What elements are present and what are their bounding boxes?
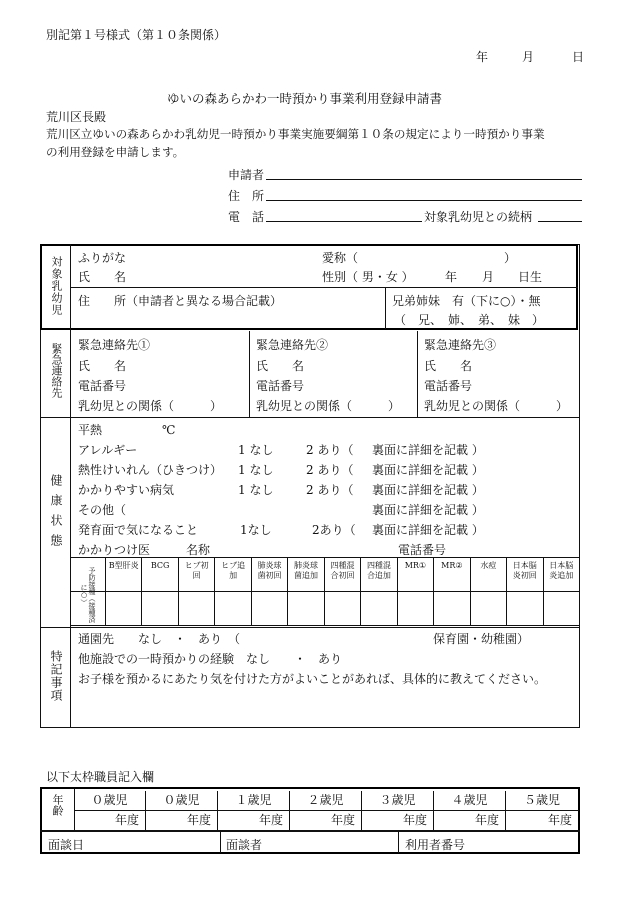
sex-field[interactable]: 性別（ 男・女 ） — [322, 270, 414, 284]
vaccine-header: 四種混合初回 — [325, 557, 361, 591]
febrile-seizure-yes[interactable]: 2 あり（ — [306, 463, 354, 477]
interviewer-label: 面談者 — [226, 838, 263, 852]
emergency-bottom-divider — [40, 417, 580, 418]
other-facility-field[interactable]: 他施設での一時預かりの経験 なし ・ あり — [78, 652, 343, 666]
phone-label: 電 話 — [228, 210, 265, 224]
birth-day: 日生 — [518, 270, 543, 284]
vaccine-check-cell[interactable] — [215, 591, 251, 625]
fiscal-year-cell[interactable]: 年度 — [218, 811, 290, 830]
vaccine-side-label: 予防接種（接種済に○） — [80, 567, 96, 623]
age-class: ５歳児 — [523, 793, 560, 807]
vaccine-check-cell[interactable] — [142, 591, 178, 625]
contact-name-label: 氏 名 — [424, 359, 473, 373]
allergy-detail: 裏面に詳細を記載 ） — [372, 443, 484, 457]
age-class: ０歳児 — [146, 791, 218, 810]
vaccine-bottom-line — [71, 625, 580, 626]
febrile-seizure-detail: 裏面に詳細を記載 ） — [372, 463, 484, 477]
development-detail: 裏面に詳細を記載 ） — [372, 523, 484, 537]
emergency-divider-1 — [249, 331, 250, 417]
vaccine-check-cell[interactable] — [106, 591, 142, 625]
relation-label: 対象乳幼児との続柄 — [424, 210, 533, 224]
nursery-field[interactable]: 通園先 なし ・ あり （ — [78, 632, 241, 646]
intro-line-1: 荒川区立ゆいの森あらかわ乳幼児一時預かり事業実施要綱第１０条の規定により一時預かり事業 — [46, 127, 545, 141]
siblings-list[interactable]: （ 兄、 姉、 弟、 妹 ） — [394, 313, 545, 327]
emergency-section-label: 緊急連絡先 — [50, 343, 63, 398]
form-number-label: 別記第１号様式（第１０条関係） — [46, 28, 227, 42]
vaccine-check-cell[interactable] — [434, 591, 470, 625]
address-field[interactable] — [266, 200, 582, 201]
date-month: 月 — [522, 50, 535, 64]
vaccine-header: 肺炎球菌初回 — [252, 557, 288, 591]
contact-title: 緊急連絡先③ — [424, 338, 497, 352]
nursery-type: 保育園・幼稚園） — [433, 632, 530, 646]
birth-month: 月 — [482, 270, 495, 284]
user-number-label: 利用者番号 — [405, 838, 466, 852]
child-address-label: 住 所（申請者と異なる場合記載） — [78, 294, 283, 308]
contact-phone-label: 電話番号 — [256, 379, 305, 393]
contact-title: 緊急連絡先② — [256, 338, 329, 352]
age-label: 年齢 — [51, 794, 64, 816]
nickname-close: ） — [504, 251, 517, 265]
vaccine-header: B型肝炎 — [106, 557, 142, 591]
health-bottom-divider — [40, 627, 580, 628]
development-label: 発育面で気になること — [78, 523, 199, 537]
label-column-divider — [70, 244, 71, 728]
illness-yes[interactable]: 2 あり（ — [306, 483, 354, 497]
vaccine-check-cell[interactable] — [361, 591, 397, 625]
febrile-seizure-none[interactable]: 1 なし — [238, 463, 274, 477]
vaccine-check-cell[interactable] — [471, 591, 507, 625]
vaccine-side-label-cell — [71, 557, 106, 625]
applicant-label: 申請者 — [228, 168, 265, 182]
allergy-yes[interactable]: 2 あり（ — [306, 443, 354, 457]
child-section-label: 対象乳幼児 — [50, 256, 63, 316]
vaccine-header: 肺炎球菌追加 — [288, 557, 324, 591]
contact-relation-label: 乳幼児との関係（ ） — [256, 399, 401, 413]
other-detail: 裏面に詳細を記載 ） — [372, 503, 484, 517]
notes-section-label: 特記事項 — [49, 650, 63, 702]
contact-title: 緊急連絡先① — [78, 338, 151, 352]
staff-bottom-divider-1 — [220, 832, 221, 853]
age-class: ３歳児 — [362, 791, 434, 810]
age-class: ０歳児 — [74, 791, 146, 810]
age-class: １歳児 — [218, 791, 290, 810]
fiscal-year-cell[interactable]: 年度 — [547, 813, 572, 827]
vaccine-header: MR② — [434, 557, 470, 591]
temperature-label: 平熱 ℃ — [78, 423, 176, 437]
fiscal-year-cell[interactable]: 年度 — [74, 811, 146, 830]
allergy-none[interactable]: 1 なし — [238, 443, 274, 457]
furigana-label: ふりがな — [78, 251, 127, 265]
fiscal-year-cell[interactable]: 年度 — [362, 811, 434, 830]
emergency-divider-2 — [417, 331, 418, 417]
age-class: ２歳児 — [290, 791, 362, 810]
doctor-label: かかりつけ医 — [78, 543, 151, 557]
interview-date-label: 面談日 — [48, 838, 85, 852]
contact-name-label: 氏 名 — [78, 359, 127, 373]
child-name-label: 氏 名 — [78, 270, 127, 284]
allergy-label: アレルギー — [78, 443, 138, 457]
fiscal-year-cell[interactable]: 年度 — [146, 811, 218, 830]
vaccine-check-cell[interactable] — [252, 591, 288, 625]
address-label: 住 所 — [228, 189, 265, 203]
staff-caption: 以下太枠職員記入欄 — [46, 770, 155, 784]
child-row-divider — [71, 287, 578, 288]
vaccine-check-cell[interactable] — [325, 591, 361, 625]
vaccine-header: ヒブ初回 — [179, 557, 215, 591]
development-none[interactable]: 1なし — [240, 523, 272, 537]
contact-relation-label: 乳幼児との関係（ ） — [78, 399, 223, 413]
phone-field[interactable] — [266, 221, 422, 222]
vaccine-check-cell[interactable] — [544, 591, 580, 625]
contact-phone-label: 電話番号 — [78, 379, 127, 393]
vaccine-check-cell[interactable] — [507, 591, 543, 625]
vaccine-header: ヒブ追加 — [215, 557, 251, 591]
document-title: ゆいの森あらかわ一時預かり事業利用登録申請書 — [167, 91, 443, 106]
siblings-field[interactable]: 兄弟姉妹 有（下に○）・無 — [392, 294, 541, 308]
illness-label: かかりやすい病気 — [78, 483, 175, 497]
addressee: 荒川区長殿 — [46, 110, 107, 124]
development-yes[interactable]: 2あり（ — [312, 523, 356, 537]
vaccine-header: 四種混合追加 — [361, 557, 397, 591]
vaccine-header: 水痘 — [471, 557, 507, 591]
relation-field[interactable] — [538, 221, 582, 222]
date-year: 年 — [476, 50, 489, 64]
contact-name-label: 氏 名 — [256, 359, 305, 373]
date-day: 日 — [572, 50, 585, 64]
doctor-name-label: 名称 — [186, 543, 211, 557]
vaccine-header: 日本脳炎追加 — [544, 557, 580, 591]
vaccine-check-cell[interactable] — [288, 591, 324, 625]
contact-phone-label: 電話番号 — [424, 379, 473, 393]
applicant-field[interactable] — [266, 179, 582, 180]
illness-none[interactable]: 1 なし — [238, 483, 274, 497]
fiscal-year-cell[interactable]: 年度 — [290, 811, 362, 830]
age-class: ４歳児 — [434, 791, 506, 810]
vaccine-header: 日本脳炎初回 — [507, 557, 543, 591]
contact-relation-label: 乳幼児との関係（ ） — [424, 399, 569, 413]
vaccine-check-cell[interactable] — [179, 591, 215, 625]
staff-bottom-divider-2 — [398, 832, 399, 853]
nickname-label: 愛称（ — [322, 251, 359, 265]
vaccine-header: MR① — [398, 557, 434, 591]
sibling-divider — [385, 287, 386, 329]
vaccine-check-cell[interactable] — [398, 591, 434, 625]
febrile-seizure-label: 熱性けいれん（ひきつけ） — [78, 463, 223, 477]
health-section-label: 健康状態 — [49, 474, 63, 554]
vaccine-header: BCG — [142, 557, 178, 591]
illness-detail: 裏面に詳細を記載 ） — [372, 483, 484, 497]
care-notes-prompt: お子様を預かるにあたり気を付けた方がよいことがあれば、具体的に教えてください。 — [78, 672, 547, 686]
birth-year: 年 — [445, 270, 458, 284]
staff-row-divider — [40, 830, 580, 832]
doctor-phone-label: 電話番号 — [398, 543, 447, 557]
fiscal-year-cell[interactable]: 年度 — [434, 811, 506, 830]
intro-line-2: の利用登録を申請します。 — [46, 145, 185, 159]
other-label: その他（ — [78, 503, 127, 517]
